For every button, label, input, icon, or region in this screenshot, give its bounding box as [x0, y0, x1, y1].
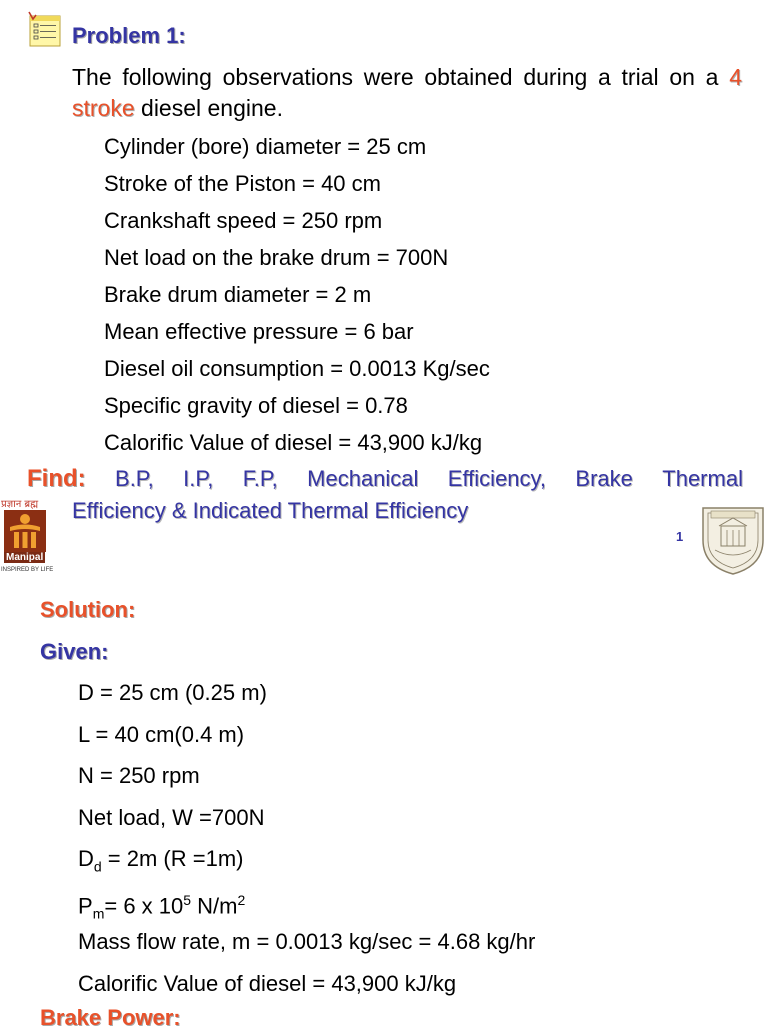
pressure-symbol: P [78, 892, 93, 918]
given-load: Net load, W =700N [78, 804, 265, 830]
observation-item: Crankshaft speed = 250 rpm [104, 208, 383, 233]
problem-statement [72, 62, 742, 124]
given-drum-diameter [78, 838, 535, 880]
observation-item: Stroke of the Piston = 40 cm [104, 171, 381, 196]
brake-power-title: Brake Power: [40, 1005, 181, 1030]
notepad-icon [27, 11, 63, 47]
given-mean-pressure [78, 880, 535, 922]
find-word: B.P, [115, 466, 154, 491]
drum-value: = 2m (R =1m) [101, 846, 244, 871]
observation-item: Cylinder (bore) diameter = 25 cm [104, 134, 427, 159]
logo-name: Manipal [6, 552, 44, 563]
logo-tagline: INSPIRED BY LIFE [1, 567, 54, 573]
drum-subscript: d [93, 858, 102, 875]
institute-seal-icon [697, 500, 768, 576]
solution-slide [0, 582, 768, 1030]
pressure-unit-exponent: 2 [237, 891, 246, 908]
pressure-unit: N/m [191, 892, 238, 918]
intro-text-end: diesel engine. [134, 95, 283, 121]
observation-item: Calorific Value of diesel = 43,900 kJ/kg [104, 430, 483, 455]
given-title: Given: [40, 639, 109, 664]
find-word: I.P, [183, 466, 214, 491]
observation-item: Specific gravity of diesel = 0.78 [104, 393, 408, 418]
manipal-emblem-icon [4, 510, 46, 552]
observation-item: Diesel oil consumption = 0.0013 Kg/sec [104, 356, 490, 381]
drum-symbol: D [78, 846, 94, 871]
find-text-continued: Efficiency & Indicated Thermal Efficiency [72, 498, 469, 523]
find-word: Mechanical [307, 466, 419, 491]
given-mass-flow: Mass flow rate, m = 0.0013 kg/sec = 4.68 kg/hr [78, 929, 536, 954]
pressure-value: = 6 x 10 [104, 892, 184, 918]
intro-highlight: 4 stroke [72, 64, 742, 121]
page-number: 1 [676, 529, 684, 544]
given-speed: N = 250 rpm [78, 763, 200, 788]
given-stroke: L = 40 cm(0.4 m) [78, 721, 245, 747]
given-calorific-value: Calorific Value of diesel = 43,900 kJ/kg [78, 970, 457, 996]
observation-item: Mean effective pressure = 6 bar [104, 319, 414, 344]
observation-item: Net load on the brake drum = 700N [104, 245, 449, 270]
find-word: Brake [575, 466, 633, 491]
find-word: F.P, [242, 466, 278, 491]
problem-title: Problem 1: [72, 23, 186, 48]
find-label: Find: [27, 465, 86, 492]
manipal-logo [0, 496, 54, 578]
given-list [78, 672, 535, 1004]
find-word: Thermal [662, 466, 743, 491]
solution-title: Solution: [40, 597, 136, 622]
find-statement [27, 463, 743, 527]
observation-item: Brake drum diameter = 2 m [104, 282, 372, 307]
find-word: Efficiency, [447, 466, 547, 491]
pressure-exponent: 5 [183, 891, 192, 908]
pressure-subscript: m [92, 905, 105, 922]
intro-text-start: The following observations were obtained during a trial on a [72, 64, 730, 90]
logo-hindi-text: प्रज्ञान ब्रह्म [1, 499, 39, 510]
given-bore: D = 25 cm (0.25 m) [78, 680, 267, 705]
observation-list [104, 128, 490, 461]
